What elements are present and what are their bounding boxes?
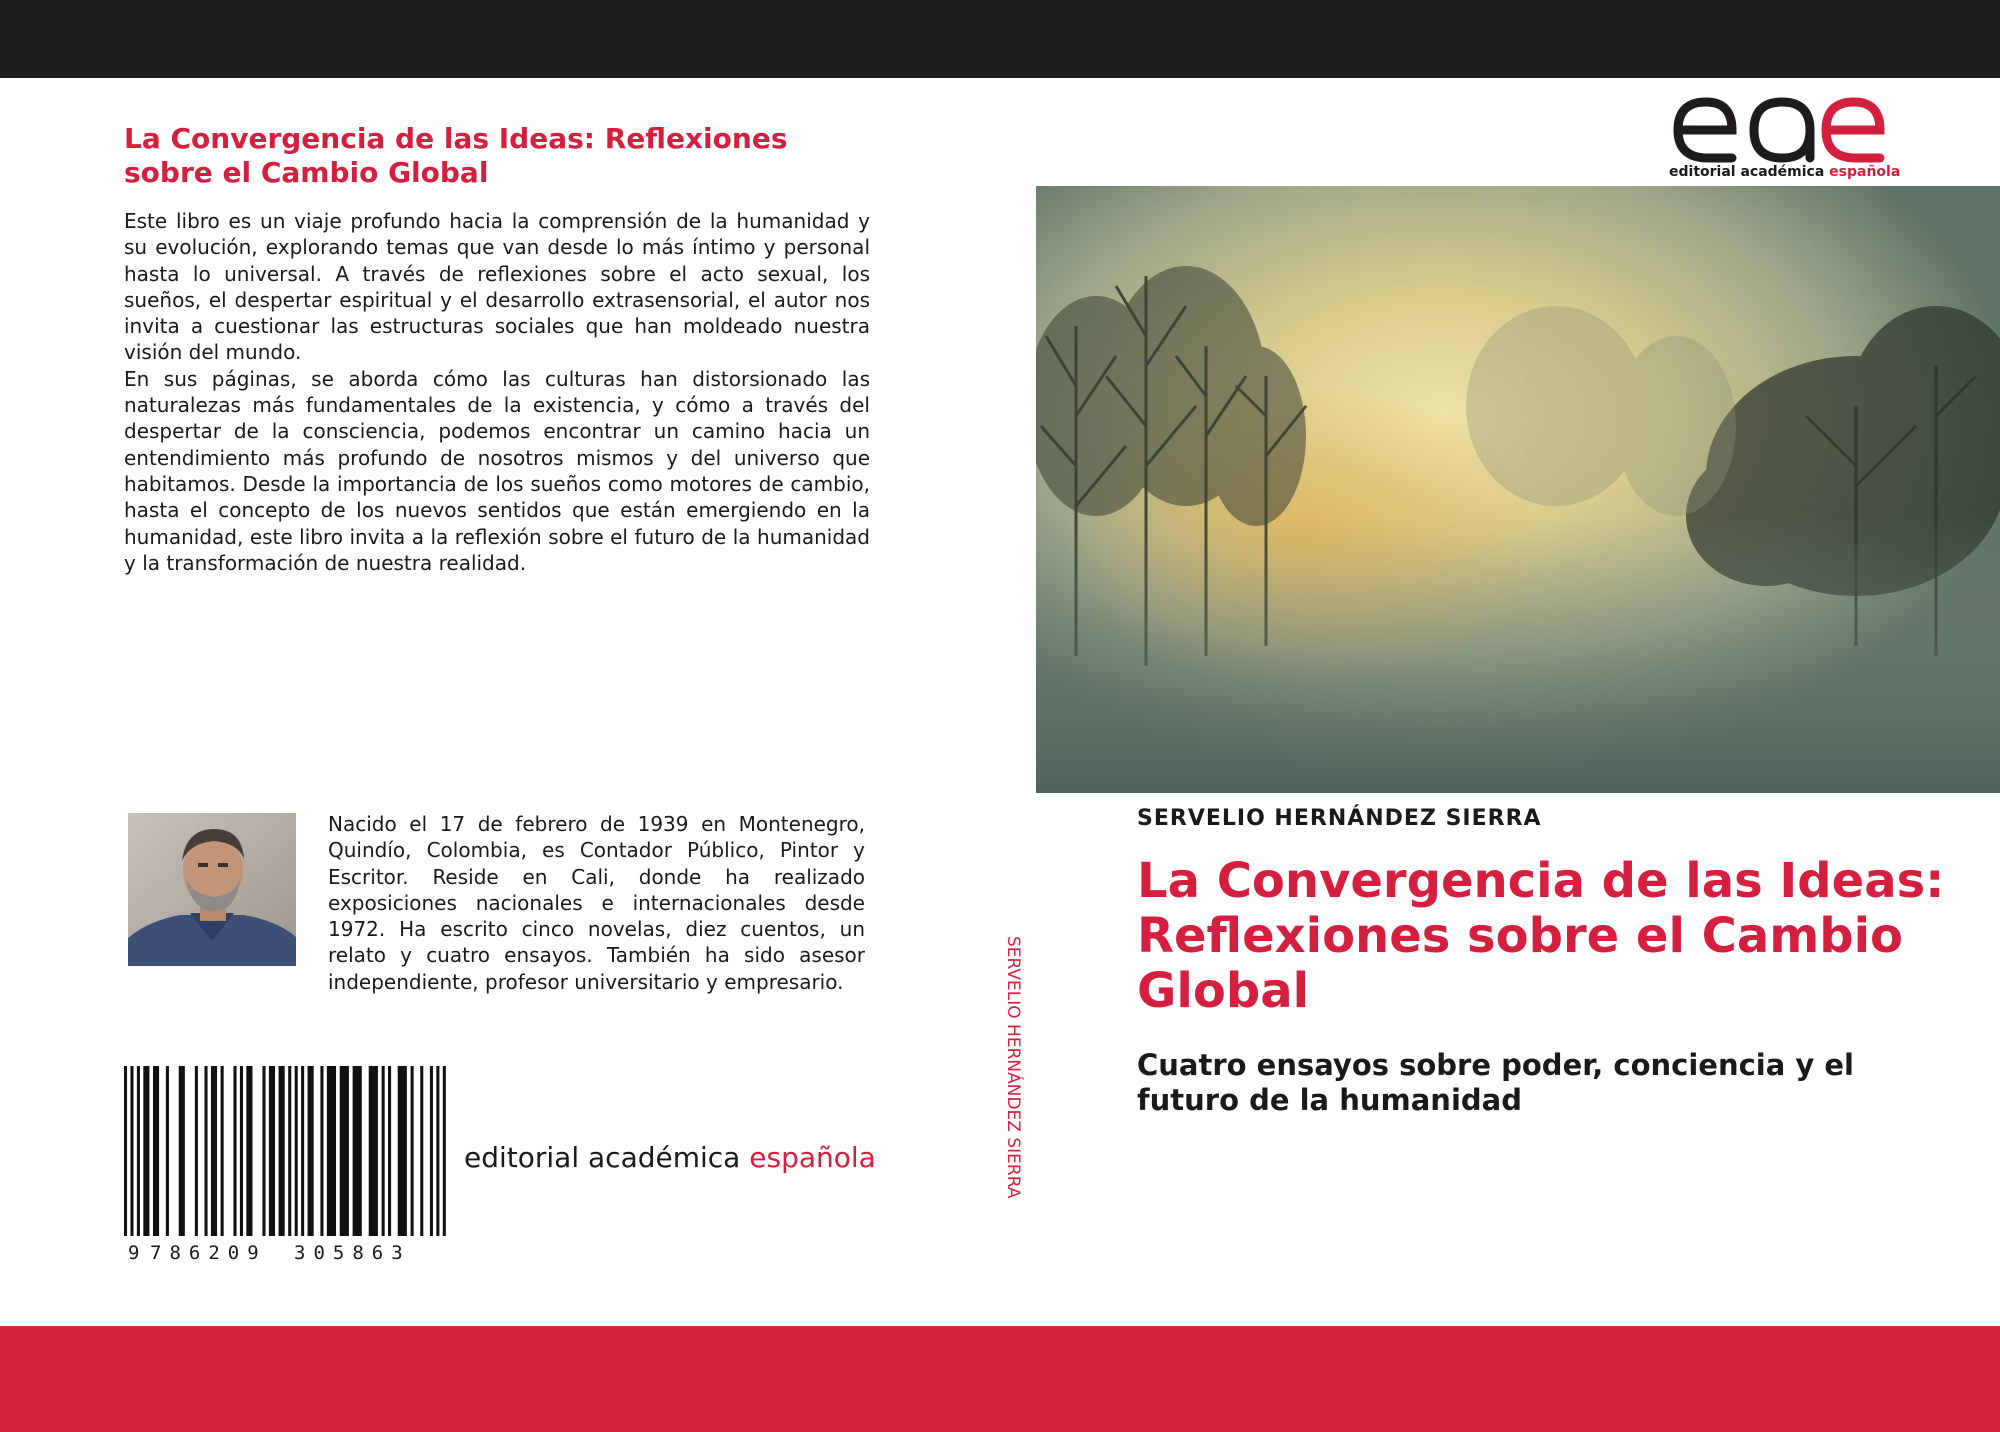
barcode-bar (211, 1066, 217, 1236)
top-band (0, 0, 2000, 78)
barcode-bar (166, 1066, 169, 1236)
isbn-digit-prefix: 9 (128, 1242, 140, 1262)
barcode-bar (130, 1066, 133, 1236)
barcode-bar (279, 1066, 285, 1236)
spine-author: SERVELIO HERNÁNDEZ SIERRA (1003, 936, 1023, 1199)
barcode-bar (411, 1066, 414, 1236)
bottom-band (0, 1326, 2000, 1432)
back-cover-title: La Convergencia de las Ideas: Reflexiones sobre el Cambio Global (124, 122, 788, 189)
barcode-bar (240, 1066, 243, 1236)
barcode-bar (153, 1066, 159, 1236)
foggy-trees-image (1036, 186, 2000, 793)
barcode-bar (137, 1066, 140, 1236)
barcode-bar (262, 1066, 265, 1236)
isbn-digits-left: 786209 (150, 1242, 267, 1262)
front-cover-title: La Convergencia de las Ideas: Reflexiones sobre el Cambio Global (1137, 853, 1945, 1019)
barcode-bar (353, 1066, 362, 1236)
barcode-bar (308, 1066, 314, 1236)
eae-logo-icon (1668, 92, 1888, 164)
barcode-bar (369, 1066, 378, 1236)
barcode-bar (288, 1066, 291, 1236)
author-portrait-image (128, 813, 296, 966)
barcode-bar (388, 1066, 391, 1236)
barcode-bar (420, 1066, 423, 1236)
cover-photo (1036, 186, 2000, 793)
publisher-name-part2: española (749, 1141, 876, 1174)
barcode (124, 1066, 446, 1262)
barcode-bar (382, 1066, 385, 1236)
logo-text (1669, 164, 1899, 180)
logo-text-part1: editorial académica (1669, 164, 1825, 180)
barcode-bar (205, 1066, 208, 1236)
author-photo (128, 813, 296, 966)
barcode-graphic (124, 1066, 446, 1262)
back-cover-description (124, 208, 870, 576)
barcode-bar (436, 1066, 439, 1236)
barcode-bar (179, 1066, 185, 1236)
barcode-bar (143, 1066, 149, 1236)
barcode-bar (124, 1066, 127, 1236)
barcode-bar (398, 1066, 407, 1236)
barcode-bar (295, 1066, 298, 1236)
publisher-name-part1: editorial académica (464, 1141, 741, 1174)
barcode-bar (327, 1066, 336, 1236)
barcode-bar (233, 1066, 236, 1236)
barcode-bar (340, 1066, 349, 1236)
barcode-bar (195, 1066, 198, 1236)
barcode-bar (246, 1066, 252, 1236)
front-cover-subtitle: Cuatro ensayos sobre poder, conciencia y el futuro de la humanidad (1137, 1048, 1854, 1117)
description-paragraph: Este libro es un viaje profundo hacia la comprensión de la humanidad y su evolución, explorando temas que van desde lo más íntimo y personal hasta lo universal. A través de reflexiones sobre el acto sexual, los sueños, el despertar espiritual y el desarrollo extrasensorial, el autor nos invita a cuestionar las estructuras sociales que han moldeado nuestra visión del mundo. (124, 209, 870, 365)
barcode-bar (430, 1066, 433, 1236)
barcode-bar (320, 1066, 323, 1236)
author-bio: Nacido el 17 de febrero de 1939 en Montenegro, Quindío, Colombia, es Contador Público, Pintor y Escritor. Reside en Cali, donde ha realizado exposiciones nacionales e internacionales desde 1972. Ha escrito cinco novelas, diez cuentos, un relato y cuatro ensayos. También ha sido asesor independiente, profesor universitario y empresario. (328, 812, 865, 994)
isbn-digits-right: 305863 (294, 1242, 411, 1262)
barcode-bar (269, 1066, 275, 1236)
front-cover-author: SERVELIO HERNÁNDEZ SIERRA (1137, 806, 1542, 831)
barcode-bar (301, 1066, 304, 1236)
logo-text-part2: española (1829, 164, 1901, 180)
barcode-bar (221, 1066, 224, 1236)
description-paragraph: En sus páginas, se aborda cómo las culturas han distorsionado las naturalezas más fundamentales de la existencia, y cómo a través del despertar de la consciencia, podemos encontrar un camino hacia un entendimiento más profundo de nosotros mismos y del universo que habitamos. Desde la importancia de los sueños como motores de cambio, hasta el concepto de los nuevos sentidos que están emergiendo en la humanidad, este libro invita a la reflexión sobre el futuro de la humanidad y la transformación de nuestra realidad. (124, 366, 870, 575)
publisher-name (464, 1140, 884, 1176)
barcode-bar (443, 1066, 446, 1236)
